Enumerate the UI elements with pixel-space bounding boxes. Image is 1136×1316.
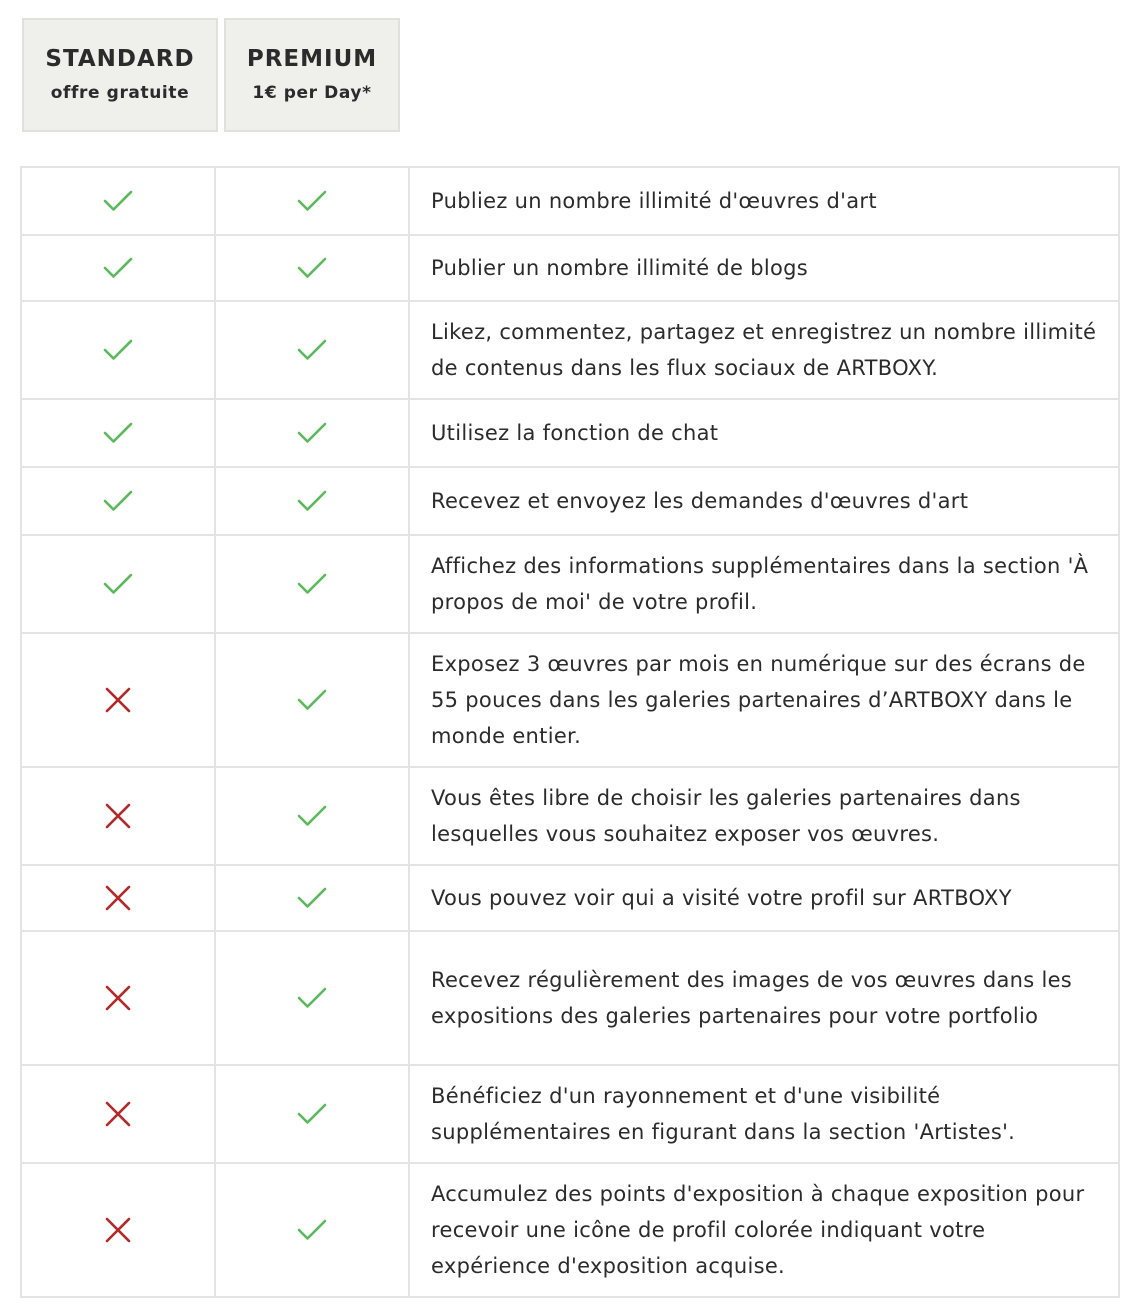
check-icon — [102, 340, 134, 359]
premium-availability — [215, 865, 409, 931]
standard-availability — [21, 467, 215, 535]
check-icon — [296, 491, 328, 510]
check-icon — [296, 191, 328, 210]
premium-availability — [215, 235, 409, 301]
feature-row — [21, 931, 1119, 1065]
feature-row — [21, 399, 1119, 467]
check-icon — [296, 988, 328, 1007]
feature-description: Exposez 3 œuvres par mois en numérique sur des écrans de 55 pouces dans les galeries partenaires d’ARTBOXY dans le monde entier. — [409, 633, 1119, 767]
feature-row — [21, 1163, 1119, 1297]
check-icon — [102, 574, 134, 593]
feature-row — [21, 633, 1119, 767]
plan-premium[interactable] — [224, 18, 400, 132]
feature-row — [21, 467, 1119, 535]
premium-availability — [215, 1163, 409, 1297]
check-icon — [296, 574, 328, 593]
cross-icon — [105, 888, 131, 907]
premium-availability — [215, 1065, 409, 1163]
premium-availability — [215, 633, 409, 767]
standard-availability — [21, 1163, 215, 1297]
feature-row — [21, 767, 1119, 865]
feature-row — [21, 301, 1119, 399]
features-table — [20, 166, 1120, 1298]
standard-availability — [21, 767, 215, 865]
cross-icon — [105, 690, 131, 709]
standard-availability — [21, 301, 215, 399]
feature-description: Publier un nombre illimité de blogs — [409, 235, 1119, 301]
premium-availability — [215, 767, 409, 865]
feature-description: Likez, commentez, partagez et enregistrez un nombre illimité de contenus dans les flux sociaux de ARTBOXY. — [409, 301, 1119, 399]
standard-availability — [21, 535, 215, 633]
plan-premium-price: 1€ per Day* — [252, 83, 372, 103]
standard-availability — [21, 931, 215, 1065]
feature-description: Affichez des informations supplémentaires dans la section 'À propos de moi' de votre profil. — [409, 535, 1119, 633]
check-icon — [296, 690, 328, 709]
check-icon — [296, 258, 328, 277]
standard-availability — [21, 1065, 215, 1163]
check-icon — [296, 1220, 328, 1239]
standard-availability — [21, 235, 215, 301]
cross-icon — [105, 1220, 131, 1239]
premium-availability — [215, 931, 409, 1065]
feature-description: Utilisez la fonction de chat — [409, 399, 1119, 467]
feature-description: Bénéficiez d'un rayonnement et d'une visibilité supplémentaires en figurant dans la section 'Artistes'. — [409, 1065, 1119, 1163]
premium-availability — [215, 167, 409, 235]
premium-availability — [215, 301, 409, 399]
standard-availability — [21, 865, 215, 931]
feature-description: Accumulez des points d'exposition à chaque exposition pour recevoir une icône de profil colorée indiquant votre expérience d'exposition acquise. — [409, 1163, 1119, 1297]
standard-availability — [21, 167, 215, 235]
check-icon — [102, 423, 134, 442]
standard-availability — [21, 633, 215, 767]
feature-row — [21, 1065, 1119, 1163]
check-icon — [296, 806, 328, 825]
cross-icon — [105, 988, 131, 1007]
cross-icon — [105, 1104, 131, 1123]
check-icon — [296, 340, 328, 359]
check-icon — [102, 491, 134, 510]
feature-description: Recevez et envoyez les demandes d'œuvres d'art — [409, 467, 1119, 535]
feature-row — [21, 235, 1119, 301]
feature-description: Vous êtes libre de choisir les galeries partenaires dans lesquelles vous souhaitez exposer vos œuvres. — [409, 767, 1119, 865]
premium-availability — [215, 399, 409, 467]
check-icon — [296, 1104, 328, 1123]
plan-standard-price: offre gratuite — [50, 83, 190, 103]
plan-standard-name: STANDARD — [45, 46, 195, 72]
premium-availability — [215, 467, 409, 535]
feature-description: Publiez un nombre illimité d'œuvres d'art — [409, 167, 1119, 235]
cross-icon — [105, 806, 131, 825]
standard-availability — [21, 399, 215, 467]
check-icon — [102, 258, 134, 277]
plan-premium-name: PREMIUM — [246, 46, 378, 72]
feature-row — [21, 535, 1119, 633]
features-table-body — [21, 167, 1119, 1297]
plan-selector — [22, 18, 400, 132]
feature-row — [21, 865, 1119, 931]
check-icon — [296, 888, 328, 907]
feature-row — [21, 167, 1119, 235]
feature-description: Recevez régulièrement des images de vos œuvres dans les expositions des galeries partenaires pour votre portfolio — [409, 931, 1119, 1065]
check-icon — [296, 423, 328, 442]
plan-standard[interactable] — [22, 18, 218, 132]
premium-availability — [215, 535, 409, 633]
feature-description: Vous pouvez voir qui a visité votre profil sur ARTBOXY — [409, 865, 1119, 931]
check-icon — [102, 191, 134, 210]
